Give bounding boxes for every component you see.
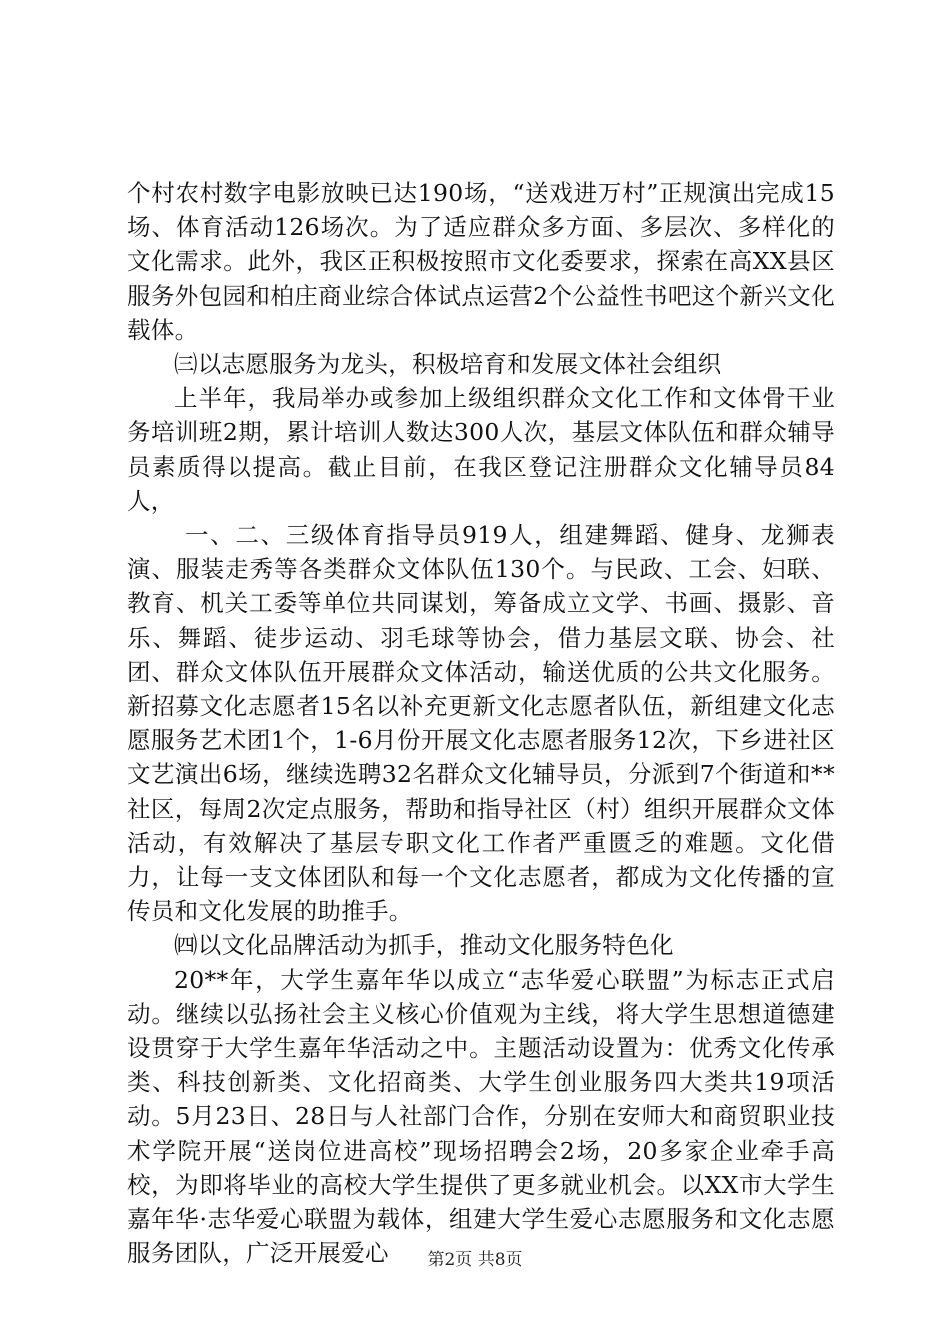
page-footer (0, 1245, 950, 1270)
paragraph-continuation: 个村农村数字电影放映已达190场，“送戏进万村”正规演出完成15场、体育活动126场次。为了适应群众多方面、多层次、多样化的文化需求。此外，我区正积极按照市文化委要求，探索在高XX县区服务外包园和柏庄商业综合体试点运营2个公益性书吧这个新兴文化载体。 (127, 179, 835, 344)
section-heading-4: ㈣以文化品牌活动为抓手，推动文化服务特色化 (174, 931, 674, 960)
paragraph-training: 上半年，我局举办或参加上级组织群众文化工作和文体骨干业务培训班2期，累计培训人数达300人次，基层文体队伍和群众辅导员素质得以提高。截止目前，在我区登记注册群众文化辅导员84人， (127, 384, 835, 515)
document-body (127, 176, 835, 1271)
paragraph-carnival: 20**年，大学生嘉年华以成立“志华爱心联盟”为标志正式启动。继续以弘扬社会主义核心价值观为主线，将大学生思想道德建设贯穿于大学生嘉年华活动之中。主题活动设置为：优秀文化传承类、科技创新类、文化招商类、大学生创业服务四大类共19项活动。5月23日、28日与人社部门合作，分别在安师大和商贸职业技术学院开展“送岗位进高校”现场招聘会2场，20多家企业牵手高校，为即将毕业的高校大学生提供了更多就业机会。以XX市大学生嘉年华·志华爱心联盟为载体，组建大学生爱心志愿服务和文化志愿服务团队，广泛开展爱心 (127, 965, 835, 1268)
paragraph-volunteers: 一、二、三级体育指导员919人，组建舞蹈、健身、龙狮表演、服装走秀等各类群众文体队伍130个。与民政、工会、妇联、教育、机关工委等单位共同谋划，筹备成立文学、书画、摄影、音乐、舞蹈、徒步运动、羽毛球等协会，借力基层文联、协会、社团、群众文体队伍开展群众文体活动，输送优质的公共文化服务。新招募文化志愿者15名以补充更新文化志愿者队伍，新组建文化志愿服务艺术团1个，1-6月份开展文化志愿者服务12次，下乡进社区文艺演出6场，继续选聘32名群众文化辅导员，分派到7个街道和**社区，每周2次定点服务，帮助和指导社区（村）组织开展群众文体活动，有效解决了基层专职文化工作者严重匮乏的难题。文化借力，让每一支文体团队和每一个文化志愿者，都成为文化传播的宣传员和文化发展的助推手。 (127, 521, 835, 926)
page-number-indicator: 第2页 共8页 (427, 1250, 523, 1270)
section-heading-3: ㈢以志愿服务为龙头，积极培育和发展文体社会组织 (174, 350, 722, 379)
